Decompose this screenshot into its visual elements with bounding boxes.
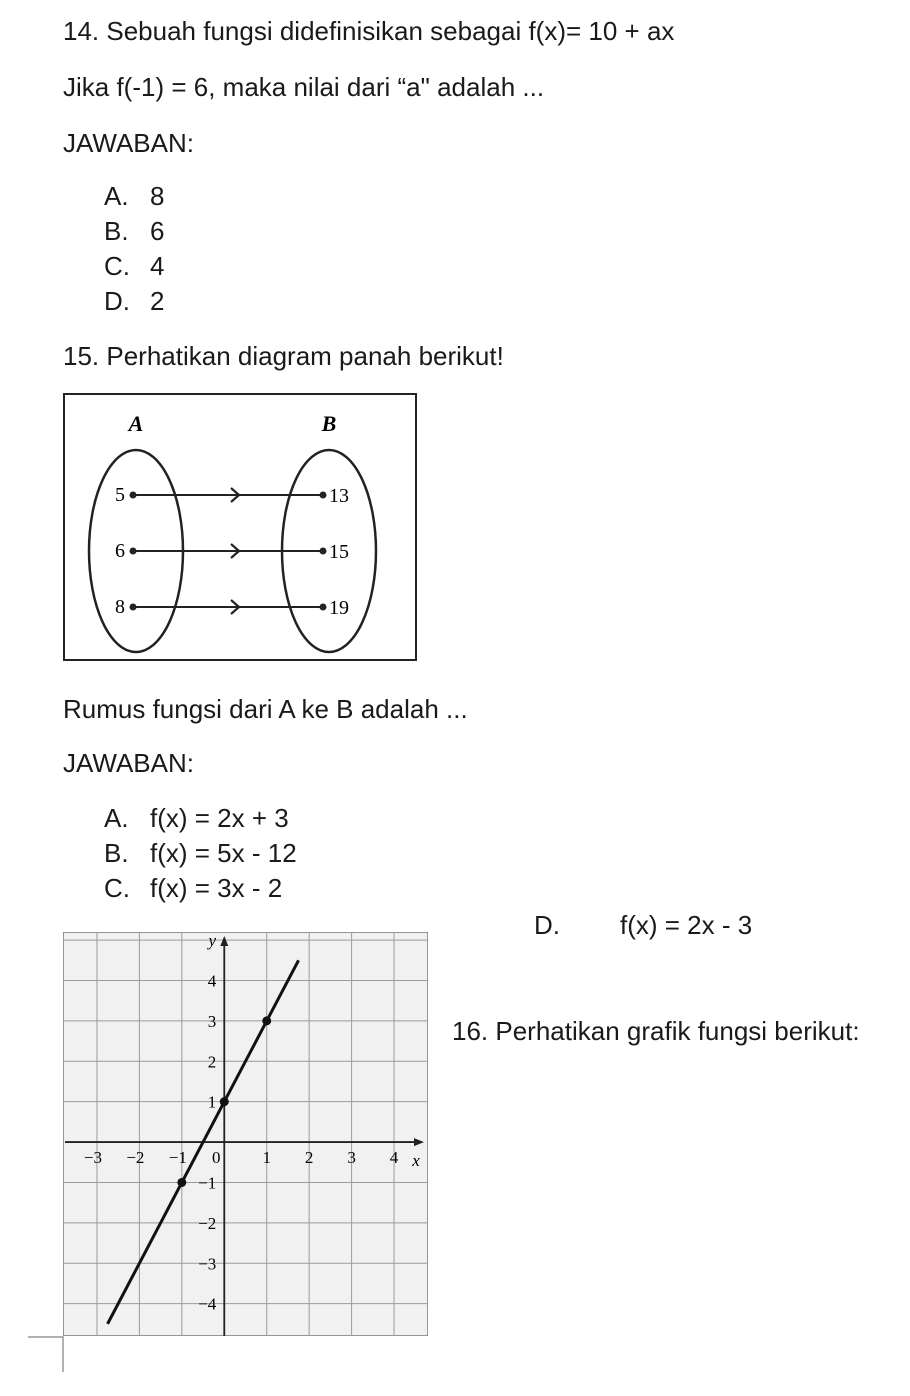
arrow-diagram-svg — [65, 395, 415, 659]
option-letter: C. — [104, 873, 130, 903]
option-value: 2 — [150, 286, 165, 316]
graph-point — [220, 1097, 229, 1106]
y-tick-label: 2 — [207, 1052, 217, 1072]
function-graph-svg — [63, 932, 428, 1336]
set-a-label: A — [128, 411, 144, 436]
x-tick-label: 1 — [262, 1148, 271, 1168]
option-letter: A. — [104, 181, 129, 211]
option-letter: B. — [104, 216, 129, 246]
q15-question: 15. Perhatikan diagram panah berikut! — [63, 341, 504, 371]
option-value: 4 — [150, 251, 165, 281]
q14-option-c[interactable] — [104, 253, 164, 279]
q14-answer-label: JAWABAN: — [63, 128, 194, 158]
option-value: 8 — [150, 181, 165, 211]
option-letter: A. — [104, 803, 129, 833]
x-tick-label: 2 — [304, 1148, 314, 1168]
x-axis-label: x — [412, 1151, 420, 1171]
codomain-value: 15 — [329, 541, 349, 563]
option-value: f(x) = 2x - 3 — [620, 910, 753, 940]
option-letter: D. — [104, 286, 130, 316]
domain-value: 5 — [115, 484, 125, 506]
codomain-dot — [320, 492, 327, 499]
option-value: f(x) = 2x + 3 — [150, 803, 289, 833]
y-tick-label: 1 — [207, 1092, 217, 1112]
set-b-label: B — [321, 411, 337, 436]
q15-answer-label: JAWABAN: — [63, 748, 194, 778]
x-tick-label: 3 — [347, 1148, 356, 1168]
codomain-dot — [320, 604, 327, 611]
codomain-value: 19 — [329, 597, 349, 619]
domain-value: 8 — [115, 596, 125, 618]
codomain-dot — [320, 548, 327, 555]
q14-option-d[interactable] — [104, 288, 164, 314]
y-tick-label: 4 — [207, 971, 217, 991]
codomain-value: 13 — [329, 485, 349, 507]
arrow-diagram — [63, 393, 417, 661]
option-value: 6 — [150, 216, 165, 246]
q15-option-c[interactable] — [104, 875, 282, 901]
graph-point — [262, 1016, 271, 1025]
q15-option-a[interactable] — [104, 805, 289, 831]
option-letter: D. — [534, 910, 560, 940]
function-graph — [63, 932, 428, 1336]
x-tick-label: 4 — [389, 1148, 399, 1168]
y-tick-label: 3 — [207, 1011, 217, 1031]
page-corner-mark — [28, 1336, 64, 1372]
y-tick-label: −4 — [198, 1294, 217, 1314]
q14-condition: Jika f(-1) = 6, maka nilai dari “a" adalah ... — [63, 72, 545, 102]
domain-value: 6 — [115, 540, 125, 562]
y-tick-label: −2 — [198, 1213, 217, 1233]
q16-question: 16. Perhatikan grafik fungsi berikut: — [452, 1016, 860, 1046]
q14-option-a[interactable] — [104, 183, 164, 209]
q15-option-d[interactable] — [534, 912, 752, 938]
x-tick-label: 0 — [212, 1148, 221, 1168]
q14-question: 14. Sebuah fungsi didefinisikan sebagai f(x)= 10 + ax — [63, 16, 675, 46]
option-letter: B. — [104, 838, 129, 868]
y-tick-label: −3 — [198, 1254, 217, 1274]
x-tick-label: −2 — [126, 1148, 145, 1168]
q14-option-b[interactable] — [104, 218, 164, 244]
option-letter: C. — [104, 251, 130, 281]
y-tick-label: −1 — [198, 1173, 217, 1193]
q15-option-b[interactable] — [104, 840, 297, 866]
graph-background — [63, 932, 428, 1336]
option-value: f(x) = 5x - 12 — [150, 838, 297, 868]
q15-prompt: Rumus fungsi dari A ke B adalah ... — [63, 694, 468, 724]
graph-point — [177, 1178, 186, 1187]
x-tick-label: −1 — [168, 1148, 187, 1168]
option-value: f(x) = 3x - 2 — [150, 873, 283, 903]
x-tick-label: −3 — [83, 1148, 103, 1168]
y-axis-label: y — [208, 932, 217, 950]
